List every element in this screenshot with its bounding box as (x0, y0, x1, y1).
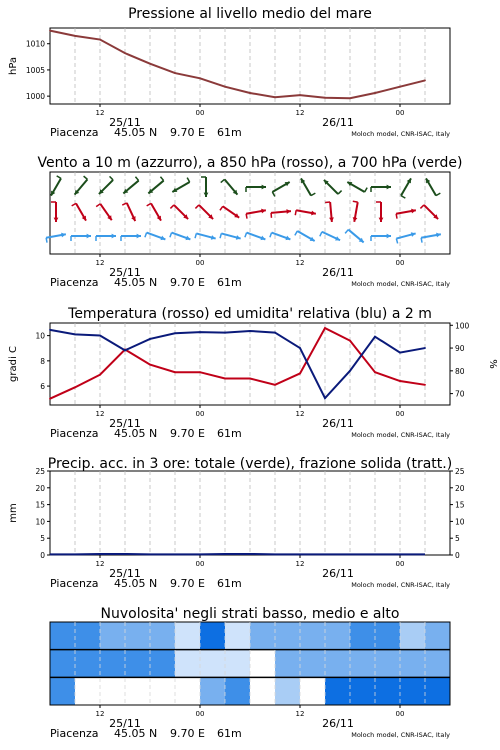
wind-arrow-barb (187, 178, 190, 182)
wind-arrow (396, 209, 416, 219)
wind-arrow (245, 233, 266, 241)
time-tick-label: 00 (395, 259, 405, 267)
wind-arrow (75, 176, 88, 195)
wind-arrow-barb (147, 203, 151, 206)
wind-arrow (195, 205, 213, 219)
wind-arrow (221, 179, 238, 194)
cloud-cell (225, 622, 251, 650)
y-axis-label: mm (8, 503, 19, 523)
time-tick-label: 12 (95, 710, 105, 718)
precipitation-panel (8, 456, 465, 590)
temperature-point (299, 373, 301, 375)
wind-arrow-barb (122, 203, 127, 205)
pressure-point (49, 30, 51, 32)
y2-tick-label: 90 (455, 344, 465, 354)
wind-arrow-barb (135, 177, 138, 181)
wind-arrow (121, 234, 141, 241)
wind-arrow-head (87, 234, 91, 239)
chart-title: Nuvolosita' negli strati basso, medio e alto (100, 606, 400, 622)
longitude: 9.70 E (170, 276, 205, 289)
y2-tick-label: 5 (455, 534, 460, 544)
elevation: 61m (217, 727, 242, 740)
wind-arrow-head (204, 193, 209, 197)
date-label: 26/11 (322, 717, 354, 730)
y-tick-label: 1010 (25, 39, 45, 49)
wind-arrow (145, 233, 166, 241)
wind-arrow-barb (320, 232, 322, 237)
time-tick-label: 00 (195, 710, 205, 718)
wind-arrow-barb (436, 193, 440, 196)
date-label: 26/11 (322, 567, 354, 580)
location-name: Piacenza (50, 727, 99, 740)
cloud-cell (275, 677, 301, 705)
wind-arrow (148, 177, 163, 194)
cloud-cell (300, 650, 326, 678)
temperature-point (99, 374, 101, 376)
wind-arrow (295, 231, 315, 241)
cloud-cell (175, 622, 201, 650)
pressure-point (324, 97, 326, 99)
wind-arrow-head (387, 185, 391, 190)
cloud-cell (50, 622, 76, 650)
humidity-point (199, 331, 201, 333)
temperature-point (149, 364, 151, 366)
pressure-panel (8, 6, 450, 139)
wind-arrow (220, 206, 239, 217)
cloud-cell (300, 622, 326, 650)
cloud-cell (100, 677, 126, 705)
wind-arrow (195, 233, 216, 239)
date-label: 26/11 (322, 116, 354, 129)
pressure-line (50, 31, 425, 99)
wind-arrow-head (379, 218, 384, 222)
humidity-point (224, 332, 226, 334)
time-tick-label: 00 (395, 109, 405, 117)
time-tick-label: 12 (95, 560, 105, 568)
y2-tick-label: 0 (455, 551, 460, 560)
y2-tick-label: 20 (455, 483, 465, 493)
y-tick-label: 15 (35, 500, 45, 510)
latitude: 45.05 N (114, 126, 158, 139)
temperature-point (224, 378, 226, 380)
wind-arrow (401, 178, 411, 198)
cloud-cell (350, 650, 376, 678)
longitude: 9.70 E (170, 126, 205, 139)
wind-arrow (345, 230, 364, 243)
wind-arrow-barb (220, 233, 221, 238)
wind-arrow-barb (170, 205, 174, 209)
wind-arrow (301, 178, 315, 195)
wind-arrow-barb (110, 176, 114, 180)
model-credit: Moloch model, CNR-ISAC, Italy (351, 431, 450, 439)
pressure-point (349, 97, 351, 99)
humidity-point (274, 332, 276, 334)
cloud-cell (300, 677, 326, 705)
panel-footer (50, 109, 450, 139)
wind-arrow (51, 202, 58, 222)
temperature-point (49, 398, 51, 400)
humidity-point (174, 332, 176, 334)
cloud-cell (275, 622, 301, 650)
wind-arrow (71, 234, 91, 241)
wind-arrow-barb (96, 204, 100, 207)
date-label: 25/11 (109, 116, 141, 129)
cloud-cell (350, 622, 376, 650)
temperature-point (274, 384, 276, 386)
cloud-cell (200, 650, 226, 678)
longitude: 9.70 E (170, 727, 205, 740)
humidity-point (49, 329, 51, 331)
cloud-cell (175, 677, 201, 705)
temperature-point (424, 384, 426, 386)
temperature-point (349, 340, 351, 342)
panel-footer (50, 710, 450, 740)
humidity-point (349, 370, 351, 372)
elevation: 61m (217, 577, 242, 590)
time-tick-label: 12 (95, 259, 105, 267)
wind-series-0 (51, 176, 440, 198)
wind-arrow (246, 209, 266, 219)
wind-arrow (426, 178, 440, 195)
wind-arrow-head (329, 217, 334, 222)
cloud-cell (400, 650, 426, 678)
wind-arrow-head (262, 185, 266, 190)
wind-arrow-barb (195, 233, 196, 238)
wind-arrow-head (387, 234, 391, 239)
wind-arrow (324, 180, 342, 194)
wind-arrow (123, 177, 138, 194)
cloud-cell (325, 677, 351, 705)
time-tick-label: 00 (395, 560, 405, 568)
chart-title: Pressione al livello medio del mare (128, 6, 372, 22)
cloud-cell (400, 622, 426, 650)
location-name: Piacenza (50, 126, 99, 139)
y2-tick-label: 10 (455, 517, 465, 527)
wind-arrow-barb (84, 176, 88, 179)
pressure-point (424, 80, 426, 82)
wind-arrow-head (137, 234, 141, 239)
temperature-point (374, 371, 376, 373)
wind-arrow (46, 233, 66, 243)
wind-arrow-head (54, 218, 59, 222)
cloud-cell (125, 622, 151, 650)
humidity-point (299, 347, 301, 349)
time-tick-label: 12 (95, 109, 105, 117)
latitude: 45.05 N (114, 577, 158, 590)
wind-arrow (99, 176, 113, 194)
elevation: 61m (217, 126, 242, 139)
humidity-point (374, 336, 376, 338)
wind-arrow-barb (246, 214, 247, 219)
wind-arrow (72, 203, 86, 220)
cloud-cell (200, 622, 226, 650)
cloud-cell (225, 677, 251, 705)
wind-arrow (270, 233, 291, 241)
vertical-grid (75, 323, 425, 405)
wind-arrow-barb (160, 177, 163, 181)
time-tick-label: 12 (295, 410, 305, 418)
cloud-cell (325, 650, 351, 678)
wind-arrow (325, 202, 334, 222)
time-tick-label: 12 (295, 710, 305, 718)
elevation: 61m (217, 276, 242, 289)
wind-arrow-barb (401, 196, 405, 199)
date-label: 25/11 (109, 567, 141, 580)
pressure-point (74, 35, 76, 37)
wind-arrow-barb (170, 233, 172, 238)
location-name: Piacenza (50, 427, 99, 440)
humidity-point (399, 352, 401, 354)
y-tick-label: 5 (40, 534, 45, 544)
wind-arrow-barb (220, 206, 223, 210)
y-tick-label: 6 (40, 382, 45, 392)
y2-tick-label: 15 (455, 500, 465, 510)
y2-axis-label: % (487, 359, 498, 369)
time-tick-label: 12 (295, 259, 305, 267)
wind-arrow-barb (72, 203, 76, 206)
y-tick-label: 1000 (25, 92, 45, 102)
wind-arrow (170, 233, 191, 241)
cloud-cell (150, 677, 176, 705)
temperature-point (324, 327, 326, 329)
chart-title: Temperatura (rosso) ed umidita' relativa (blu) a 2 m (68, 306, 432, 322)
humidity-point (124, 349, 126, 351)
y-tick-label: 1005 (25, 65, 45, 75)
wind-arrow (396, 232, 415, 243)
time-tick-label: 00 (395, 710, 405, 718)
temperature-point (74, 386, 76, 388)
latitude: 45.05 N (114, 427, 158, 440)
wind-arrow-barb (270, 233, 272, 238)
wind-arrow (295, 210, 316, 215)
cloud-cell (425, 650, 451, 678)
wind-panel (37, 155, 462, 289)
time-tick-label: 12 (295, 109, 305, 117)
chart-title: Precip. acc. in 3 ore: totale (verde), frazione solida (tratt.) (47, 456, 453, 472)
date-label: 25/11 (109, 266, 141, 279)
wind-arrow-barb (195, 205, 199, 209)
model-credit: Moloch model, CNR-ISAC, Italy (351, 280, 450, 288)
pressure-point (299, 94, 301, 96)
cloud-cell (425, 622, 451, 650)
cloud-cell (100, 650, 126, 678)
model-credit: Moloch model, CNR-ISAC, Italy (351, 581, 450, 589)
y-tick-label: 25 (35, 467, 45, 476)
wind-arrow-barb (272, 192, 275, 196)
wind-arrow (51, 176, 61, 196)
humidity-point (424, 347, 426, 349)
y-tick-label: 0 (40, 551, 45, 560)
wind-arrow-barb (245, 233, 247, 238)
wind-arrow (122, 203, 135, 221)
cloud-cell (275, 650, 301, 678)
time-tick-label: 00 (395, 410, 405, 418)
wind-arrow-barb (221, 179, 225, 182)
location-name: Piacenza (50, 577, 99, 590)
wind-arrow-barb (295, 210, 296, 215)
wind-arrow-barb (145, 233, 147, 238)
pressure-point (149, 63, 151, 65)
cloud-cell (375, 622, 401, 650)
wind-arrow (220, 233, 241, 239)
pressure-point (199, 77, 201, 79)
pressure-point (224, 86, 226, 88)
pressure-point (274, 96, 276, 98)
time-tick-label: 00 (195, 410, 205, 418)
wind-arrow (96, 204, 112, 220)
cloud-cell (125, 650, 151, 678)
y2-tick-label: 80 (455, 366, 465, 376)
cloud-cell (175, 650, 201, 678)
date-label: 26/11 (322, 266, 354, 279)
wind-arrow-barb (421, 238, 422, 243)
y2-tick-label: 70 (455, 389, 465, 399)
chart-title: Vento a 10 m (azzurro), a 850 hPa (rosso), a 700 hPa (verde) (37, 155, 463, 171)
wind-arrow (376, 202, 383, 222)
temperature-point (249, 378, 251, 380)
wind-arrow-barb (295, 231, 298, 235)
wind-arrow-barb (57, 176, 61, 179)
wind-arrow-barb (46, 238, 47, 243)
time-tick-label: 00 (195, 560, 205, 568)
y-tick-label: 8 (40, 356, 45, 366)
cloud-cell (325, 622, 351, 650)
wind-arrow-barb (420, 205, 424, 209)
temperature-point (174, 371, 176, 373)
pressure-point (124, 52, 126, 54)
model-credit: Moloch model, CNR-ISAC, Italy (351, 731, 450, 739)
cloud-cell (425, 677, 451, 705)
cloud-cell (375, 650, 401, 678)
temperature-point (399, 380, 401, 382)
temperature-panel (8, 306, 498, 440)
wind-arrow-barb (353, 201, 358, 202)
wind-arrow-barb (365, 188, 368, 192)
cloud-cell (400, 677, 426, 705)
wind-arrow (170, 205, 188, 219)
pressure-point (374, 92, 376, 94)
wind-arrow (320, 232, 340, 241)
wind-arrow (271, 209, 291, 218)
cloud-cell (250, 677, 276, 705)
cloud-cell (100, 622, 126, 650)
time-tick-label: 12 (95, 410, 105, 418)
wind-arrow-barb (311, 193, 315, 196)
humidity-point (74, 333, 76, 335)
pressure-point (249, 92, 251, 94)
temperature-point (199, 371, 201, 373)
cloud-cell (375, 677, 401, 705)
y-tick-label: 10 (35, 331, 45, 341)
date-label: 25/11 (109, 717, 141, 730)
wind-arrow (371, 185, 391, 192)
humidity-point (149, 338, 151, 340)
cloud-cell (250, 650, 276, 678)
wind-arrow (421, 233, 441, 243)
wind-arrow-head (112, 234, 116, 239)
y-tick-label: 10 (35, 517, 45, 527)
wind-arrow (147, 203, 161, 220)
wind-series-2 (46, 230, 441, 244)
cloud-cell (250, 622, 276, 650)
wind-arrow (420, 205, 438, 219)
pressure-point (174, 72, 176, 74)
vertical-grid (75, 471, 425, 555)
y2-tick-label: 100 (455, 321, 470, 331)
wind-arrow (201, 177, 208, 197)
pressure-point (399, 86, 401, 88)
y2-tick-label: 25 (455, 467, 465, 476)
wind-arrow (371, 234, 391, 241)
wind-arrow (246, 185, 266, 192)
wind-arrow (353, 201, 358, 222)
time-tick-label: 12 (295, 560, 305, 568)
longitude: 9.70 E (170, 577, 205, 590)
cloud-cell (150, 622, 176, 650)
time-tick-label: 00 (195, 259, 205, 267)
cloud-cell (200, 677, 226, 705)
wind-arrow-head (286, 209, 291, 214)
cloud-cell (75, 622, 101, 650)
latitude: 45.05 N (114, 727, 158, 740)
y-axis-label: gradi C (8, 346, 19, 382)
y-tick-label: 20 (35, 483, 45, 493)
cloud-cell (50, 650, 76, 678)
humidity-point (324, 397, 326, 399)
latitude: 45.05 N (114, 276, 158, 289)
longitude: 9.70 E (170, 427, 205, 440)
wind-arrow-barb (345, 230, 348, 234)
humidity-point (99, 335, 101, 337)
cloud-cell (150, 650, 176, 678)
cloud-cell (75, 677, 101, 705)
cloud-cell (125, 677, 151, 705)
wind-series-1 (51, 201, 438, 222)
y-axis-label: hPa (8, 56, 19, 76)
wind-arrow-barb (338, 191, 342, 195)
time-tick-label: 00 (195, 109, 205, 117)
panel-footer (50, 410, 450, 440)
cloud-cell (75, 650, 101, 678)
wind-arrow-barb (396, 214, 397, 219)
cloud-cell (50, 677, 76, 705)
cloud-cell (350, 677, 376, 705)
date-label: 26/11 (322, 417, 354, 430)
cloud-panel (50, 606, 451, 740)
date-label: 25/11 (109, 417, 141, 430)
location-name: Piacenza (50, 276, 99, 289)
panel-footer (50, 560, 450, 590)
pressure-point (99, 39, 101, 41)
wind-arrow (96, 234, 116, 241)
model-credit: Moloch model, CNR-ISAC, Italy (351, 130, 450, 138)
panel-footer (50, 259, 450, 289)
cloud-cell (225, 650, 251, 678)
humidity-point (249, 330, 251, 332)
elevation: 61m (217, 427, 242, 440)
